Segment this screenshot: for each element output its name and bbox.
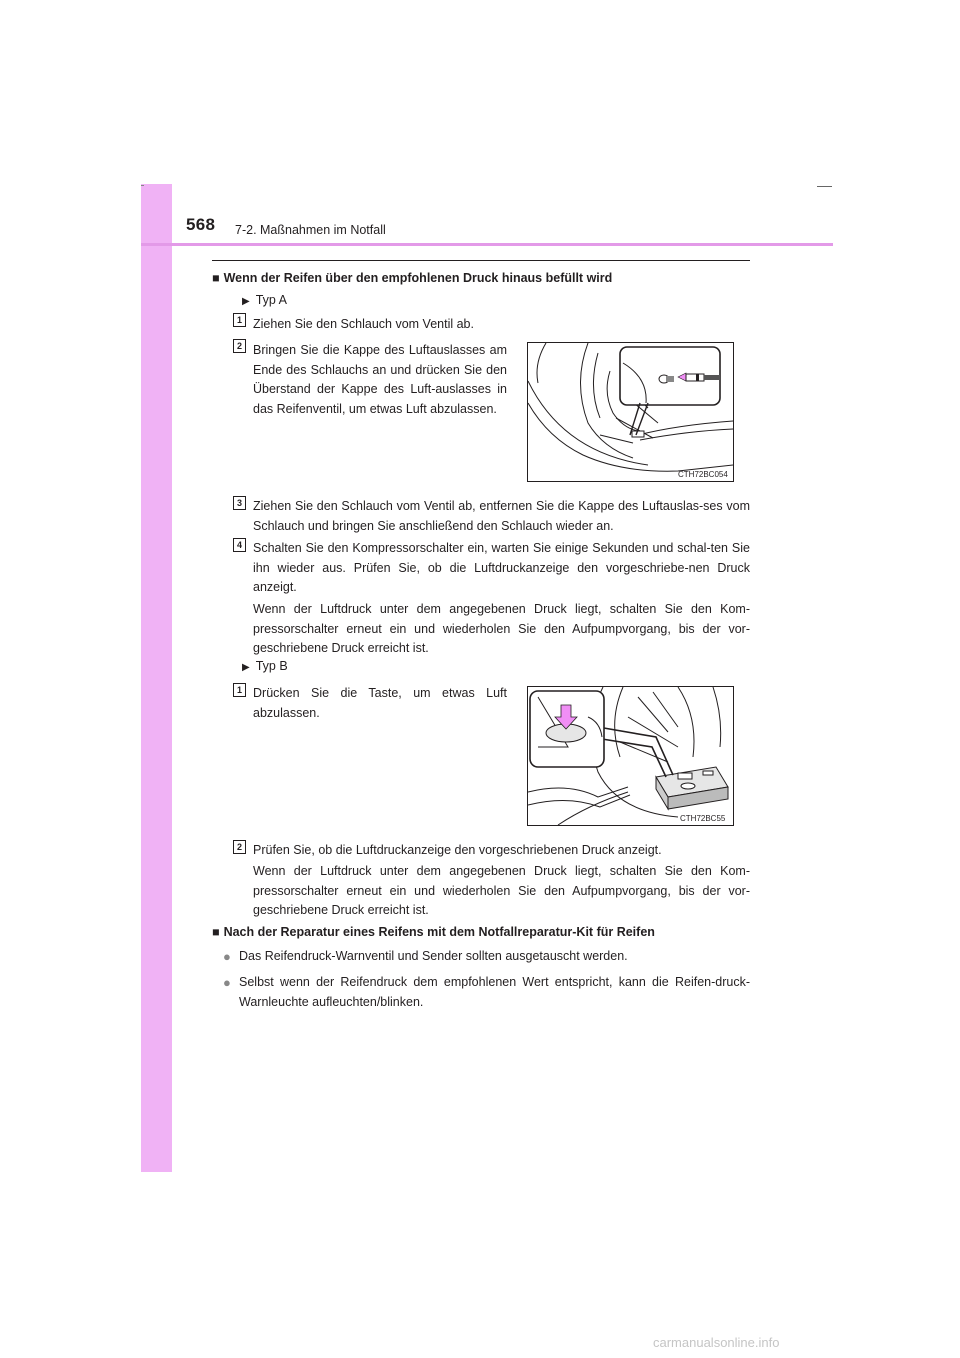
content-rule	[212, 260, 750, 261]
step-number-badge: 4	[233, 538, 246, 552]
step-number-badge: 2	[233, 840, 246, 854]
bullet-text: Das Reifendruck-Warnventil und Sender sollten ausgetauscht werden.	[239, 949, 628, 963]
type-b-label	[242, 659, 288, 673]
bullet-text: Selbst wenn der Reifendruck dem empfohlenen Wert entspricht, kann die Reifen-druck-Warnleuchte aufleuchten/blinken.	[239, 975, 750, 1009]
step-text: Bringen Sie die Kappe des Luftauslasses am Ende des Schlauchs an und drücken Sie den Überstand der Kappe des Luft-auslasses in das Reifenventil, um etwas Luft abzulassen.	[253, 343, 507, 416]
bullet-dot-icon: ●	[223, 949, 231, 964]
step-number-badge: 1	[233, 313, 246, 327]
compressor-illustration	[528, 687, 733, 825]
triangle-right-icon: ▶	[242, 662, 250, 673]
type-label-text: Typ A	[255, 293, 287, 307]
figure-type-b-compressor	[527, 686, 734, 826]
header-rule	[141, 243, 833, 246]
type-label-text: Typ B	[255, 659, 288, 673]
step-note: Wenn der Luftdruck unter dem angegebenen Druck liegt, schalten Sie den Kom-pressorschalter erneut ein und wiederholen Sie den Aufpumpvorgang, bis der vor-geschriebene Druck erreicht ist.	[253, 602, 750, 655]
heading-text: Nach der Reparatur eines Reifens mit dem Notfallreparatur-Kit für Reifen	[223, 925, 655, 939]
triangle-right-icon: ▶	[242, 296, 250, 307]
step-text: Drücken Sie die Taste, um etwas Luft abzulassen.	[253, 686, 507, 720]
chapter-sidebar-tab	[141, 184, 172, 1172]
heading-square-icon: ■	[212, 925, 220, 939]
step-number-badge: 2	[233, 339, 246, 353]
figure-label: CTH72BC55	[680, 814, 726, 823]
step-note: Wenn der Luftdruck unter dem angegebenen Druck liegt, schalten Sie den Kom-pressorschalter erneut ein und wiederholen Sie den Aufpumpvorgang, bis der vor-geschriebene Druck erreicht ist.	[253, 864, 750, 917]
section-title: 7-2. Maßnahmen im Notfall	[235, 223, 386, 237]
step-text: Prüfen Sie, ob die Luftdruckanzeige den vorgeschriebenen Druck anzeigt.	[253, 843, 662, 857]
step-number-badge: 3	[233, 496, 246, 510]
section-heading-overfill	[212, 271, 612, 285]
bullet-item	[223, 947, 750, 967]
watermark: carmanualsonline.info	[653, 1335, 780, 1350]
step-text: Ziehen Sie den Schlauch vom Ventil ab.	[253, 317, 474, 331]
crop-mark	[817, 186, 832, 187]
figure-label: CTH72BC054	[678, 470, 728, 479]
figure-type-a-valve	[527, 342, 734, 482]
tire-valve-illustration	[528, 343, 733, 481]
bullet-item	[223, 973, 750, 1012]
heading-text: Wenn der Reifen über den empfohlenen Druck hinaus befüllt wird	[223, 271, 613, 285]
bullet-dot-icon: ●	[223, 975, 231, 990]
heading-square-icon: ■	[212, 271, 220, 285]
step-number-badge: 1	[233, 683, 246, 697]
step-text: Ziehen Sie den Schlauch vom Ventil ab, entfernen Sie die Kappe des Luftauslas-ses vom Schlauch und bringen Sie anschließend den Schlauch wieder an.	[253, 499, 750, 533]
type-a-label	[242, 293, 287, 307]
step-text: Schalten Sie den Kompressorschalter ein, warten Sie einige Sekunden und schal-ten Sie ihn wieder aus. Prüfen Sie, ob die Luftdruckanzeige den vorgeschriebe-nen Druck anzeigt.	[253, 541, 750, 594]
page-number: 568	[186, 215, 216, 234]
section-heading-after-repair	[212, 925, 655, 939]
crop-mark	[141, 185, 144, 186]
